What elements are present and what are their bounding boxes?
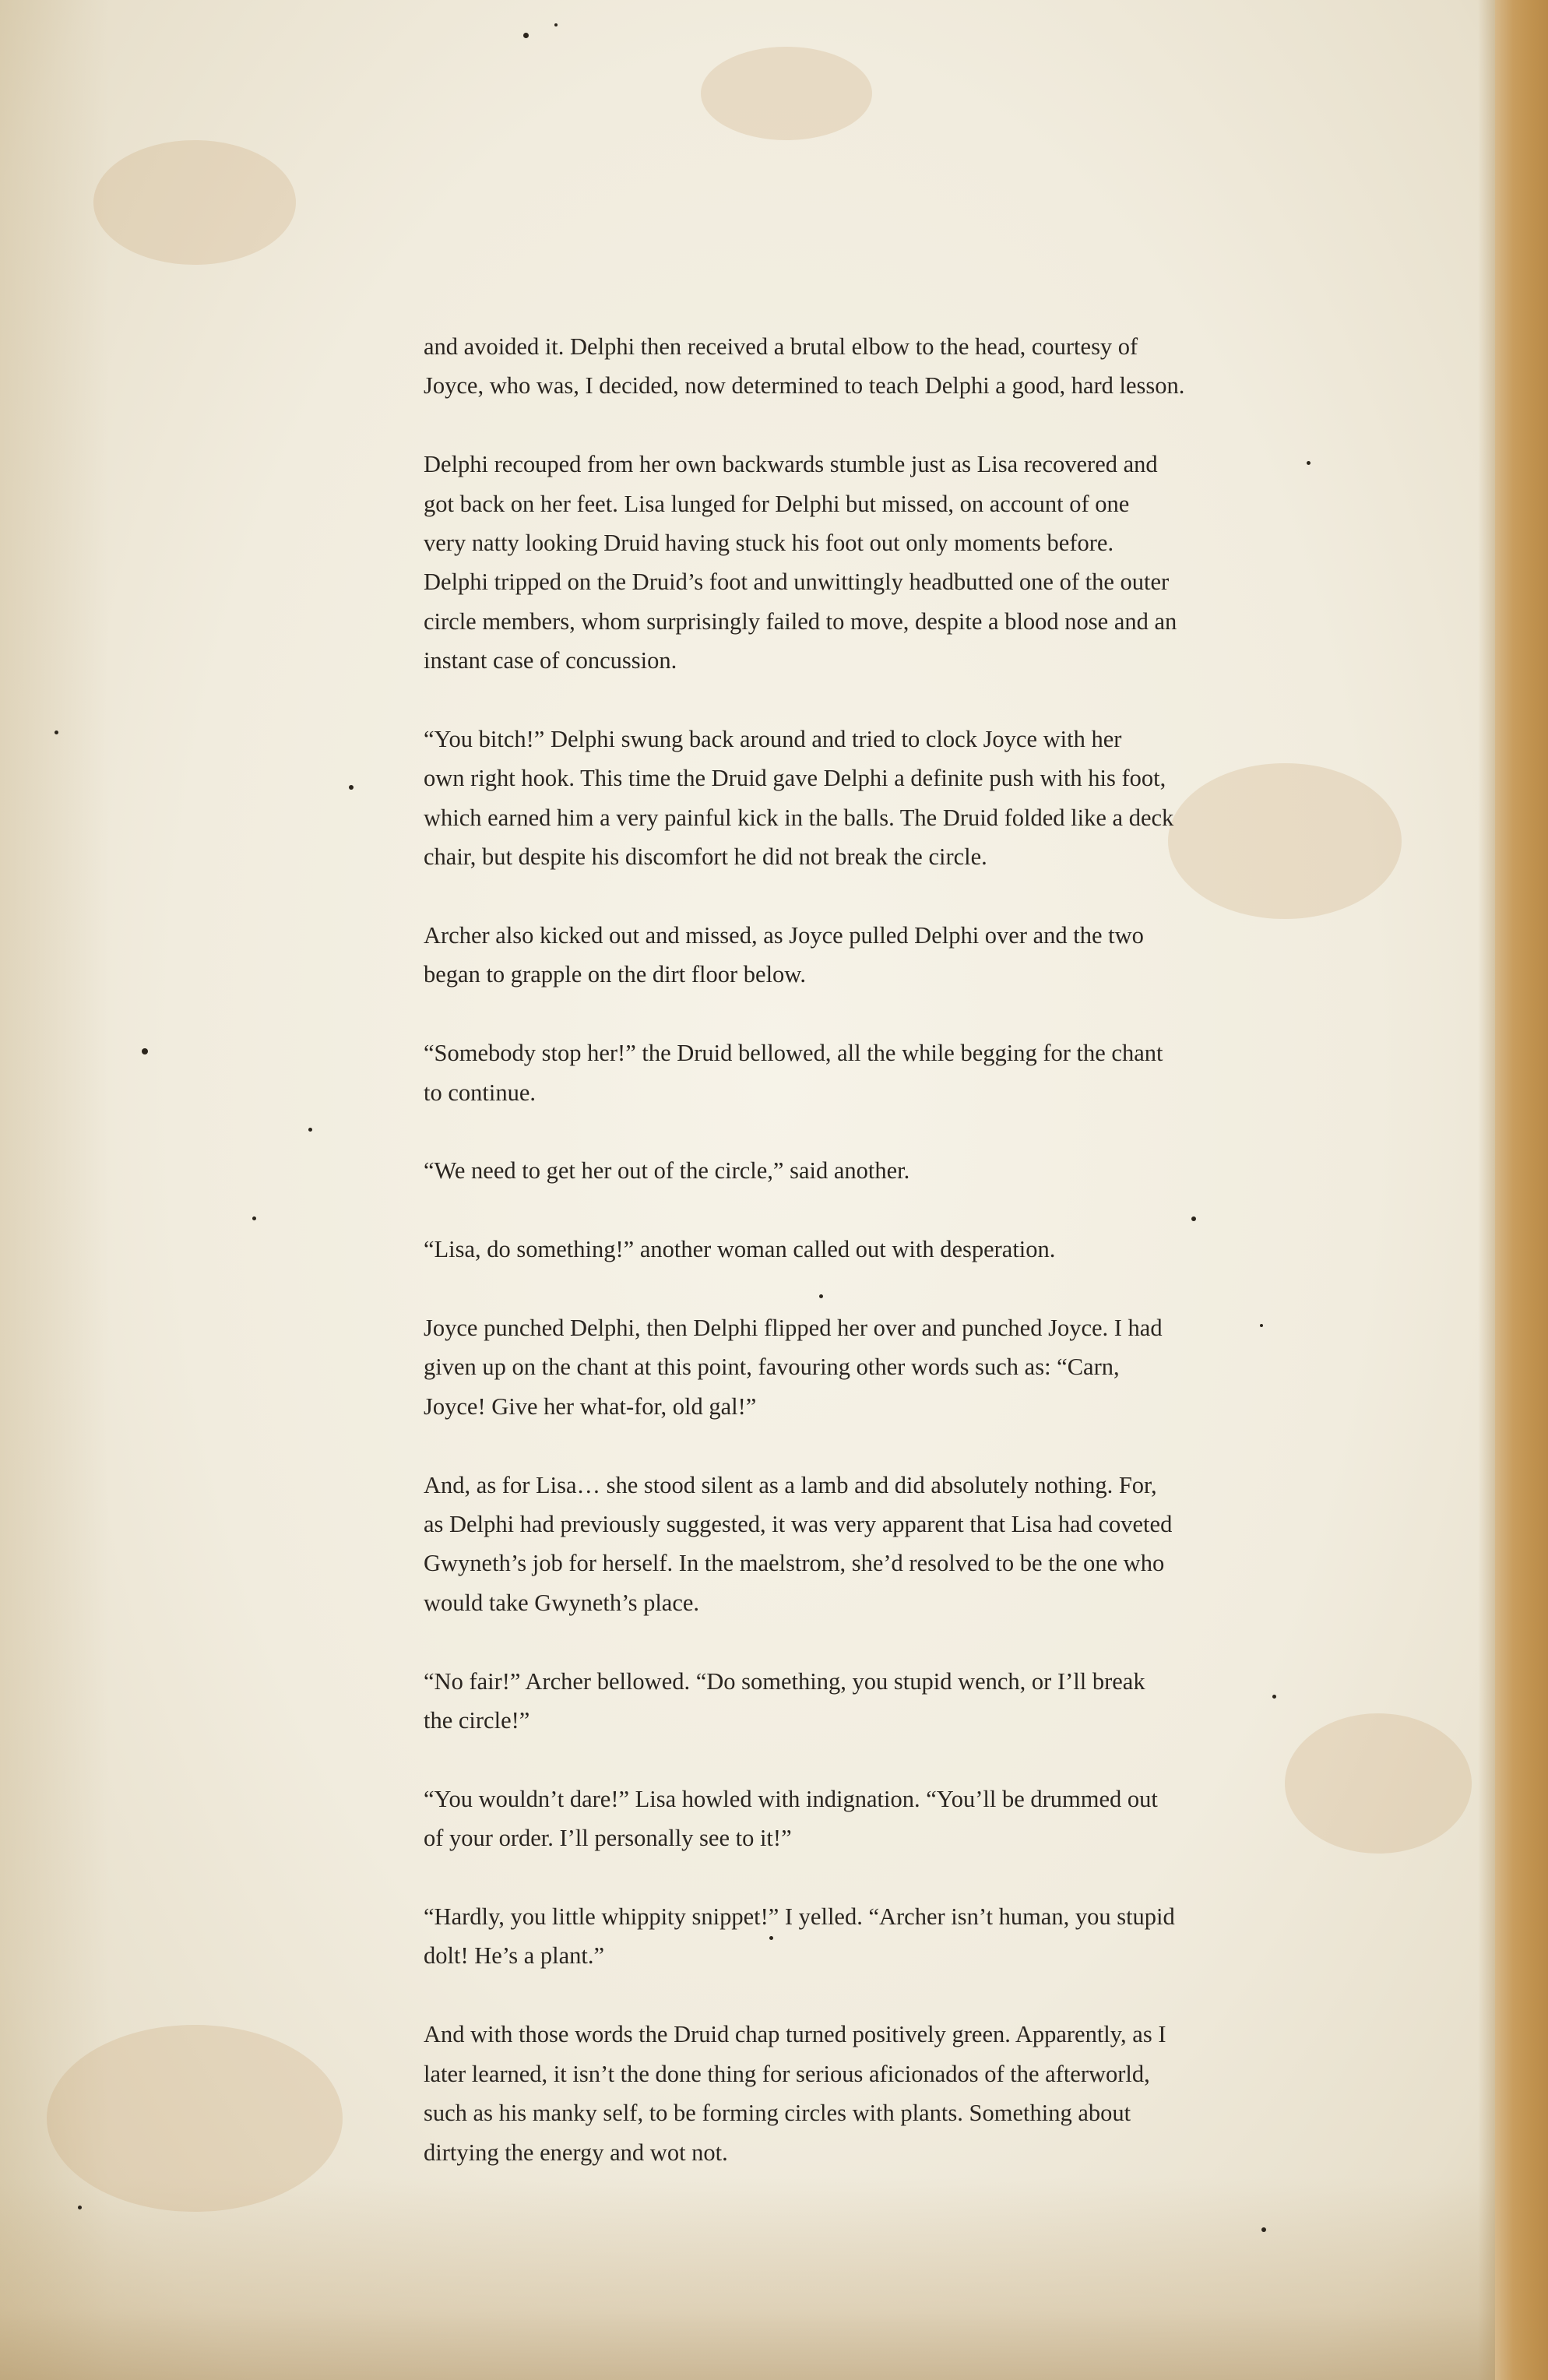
paper-speck: [142, 1048, 148, 1054]
paper-speck: [55, 731, 58, 734]
paper-speck: [78, 2206, 82, 2209]
paragraph-13: And with those words the Druid chap turned positively green. Apparently, as I later learned, it isn’t the done thing for serious aficionados of the afterworld, such as his manky self, to be forming circles with plants. Something about dirtying the energy and wot not.: [424, 2021, 1166, 2166]
paragraph-9: And, as for Lisa… she stood silent as a lamb and did absolutely nothing. For, as Delphi had previously suggested, it was very apparent that Lisa had coveted Gwyneth’s job for herself. In the maelstrom, she’d resolved to be the one who would take Gwyneth’s place.: [424, 1471, 1173, 1616]
paper-stain: [701, 47, 872, 140]
paragraph-6: “We need to get her out of the circle,” said another.: [424, 1157, 910, 1185]
paper-speck: [349, 785, 354, 790]
paragraph-2: Delphi recouped from her own backwards stumble just as Lisa recovered and got back on her feet. Lisa lunged for Delphi but missed, on account of one very natty looking Druid having stuck his foot out only moments before. Delphi tripped on the Druid’s foot and unwittingly headbutted one of the outer circle members, whom surprisingly failed to move, despite a blood nose and an instant case of concussion.: [424, 451, 1177, 674]
paper-edge-shadow: [1478, 0, 1495, 2380]
paragraph-1: and avoided it. Delphi then received a brutal elbow to the head, courtesy of Joyce, who was, I decided, now determined to teach Delphi a good, hard lesson.: [424, 333, 1185, 400]
paper-grime-left: [0, 0, 109, 2380]
body-text: [424, 327, 1265, 2211]
paper-stain: [93, 140, 296, 265]
paragraph-8: Joyce punched Delphi, then Delphi flipped her over and punched Joyce. I had given up on the chant at this point, favouring other words such as: “Carn, Joyce! Give her what-for, old gal!”: [424, 1315, 1163, 1420]
paragraph-10: “No fair!” Archer bellowed. “Do something, you stupid wench, or I’ll break the circle!”: [424, 1667, 1145, 1734]
paper-speck: [523, 33, 529, 38]
paragraph-7: “Lisa, do something!” another woman called out with desperation.: [424, 1236, 1056, 1263]
paper-speck: [1307, 461, 1311, 465]
paper-speck: [1261, 2227, 1266, 2232]
paragraph-4: Archer also kicked out and missed, as Joyce pulled Delphi over and the two began to grapple on the dirt floor below.: [424, 922, 1144, 988]
paper-speck: [308, 1128, 312, 1132]
paper-edge-right: [1495, 0, 1548, 2380]
paper-speck: [1272, 1695, 1276, 1699]
paragraph-12: “Hardly, you little whippity snippet!” I yelled. “Archer isn’t human, you stupid dolt! He’s a plant.”: [424, 1903, 1175, 1970]
paragraph-11: “You wouldn’t dare!” Lisa howled with indignation. “You’ll be drummed out of your order. I’ll personally see to it!”: [424, 1785, 1158, 1852]
paper-stain: [47, 2025, 343, 2212]
paper-stain: [1285, 1713, 1472, 1854]
paragraph-5: “Somebody stop her!” the Druid bellowed, all the while begging for the chant to continue.: [424, 1040, 1163, 1106]
paragraph-3: “You bitch!” Delphi swung back around and tried to clock Joyce with her own right hook. This time the Druid gave Delphi a definite push with his foot, which earned him a very painful kick in the balls. The Druid folded like a deck chair, but despite his discomfort he did not break the circle.: [424, 726, 1174, 871]
paper-speck: [554, 23, 558, 26]
paper-speck: [252, 1216, 256, 1220]
